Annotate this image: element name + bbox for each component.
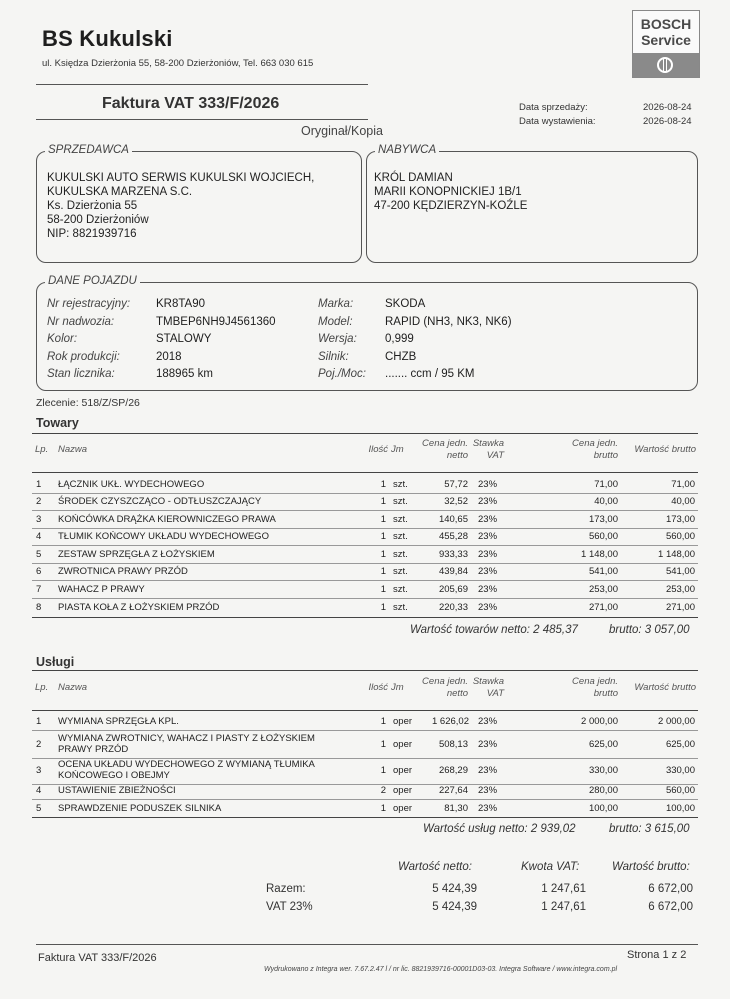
vehicle-value: 188965 km	[156, 368, 213, 380]
cell-net-price: 57,72	[444, 479, 468, 490]
cell-vat-rate: 23%	[478, 496, 498, 507]
cell-name-line: WAHACZ P PRAWY	[58, 584, 145, 595]
goods-top-line	[32, 433, 698, 434]
cell-name-line: ŚRODEK CZYSZCZĄCO - ODTŁUSZCZAJĄCY	[58, 496, 262, 507]
vehicle-key: Wersja:	[318, 333, 357, 345]
cell-name-line: TŁUMIK KOŃCOWY UKŁADU WYDECHOWEGO	[58, 531, 269, 542]
cell-vat-rate: 23%	[478, 479, 498, 490]
cell-unit: szt.	[393, 549, 408, 560]
table-row	[32, 733, 698, 757]
header-net-price: Cena jedn. netto	[422, 438, 468, 461]
vehicle-key: Silnik:	[318, 350, 349, 363]
issue-date-label: Data wystawienia:	[519, 116, 596, 127]
cell-qty: 1	[380, 479, 386, 490]
cell-vat-rate: 23%	[478, 803, 498, 814]
cell-name-line: KOŃCÓWKA DRĄŻKA KIEROWNICZEGO PRAWA	[58, 514, 276, 525]
header-vat-rate: Stawka VAT	[472, 438, 504, 461]
cell-gross-price: 330,00	[588, 765, 618, 776]
vehicle-value: 2018	[156, 350, 182, 363]
vehicle-value: KR8TA90	[156, 298, 206, 310]
cell-unit: oper	[393, 716, 413, 727]
vehicle-value: TMBEP6NH9J4561360	[156, 315, 276, 328]
vehicle-key: Nr nadwozia:	[47, 315, 115, 328]
table-row	[32, 759, 698, 783]
cell-gross-price: 271,00	[588, 602, 618, 613]
vehicle-key: Marka:	[318, 298, 354, 310]
vehicle-value: ....... ccm / 95 KM	[385, 368, 475, 380]
invoice-dates	[519, 101, 692, 129]
header-gross-value: Wartość brutto	[634, 682, 696, 693]
cell-name	[58, 584, 145, 595]
vehicle-left-keys	[47, 296, 130, 384]
cell-unit: oper	[393, 765, 413, 776]
cell-net-price: 1 626,02	[432, 716, 469, 727]
buyer-box-label: NABYWCA	[375, 144, 439, 156]
totals-header-net: Wartość netto:	[398, 861, 472, 873]
cell-vat-rate: 23%	[478, 765, 498, 776]
cell-gross-value: 560,00	[665, 785, 695, 796]
cell-gross-value: 560,00	[665, 531, 695, 542]
cell-name-line: WYMIANA SPRZĘGŁA KPL.	[58, 716, 179, 727]
seller-line: 58-200 Dzierżoniów	[47, 214, 149, 226]
seller-line: KUKULSKI AUTO SERWIS KUKULSKI WOJCIECH,	[47, 172, 315, 184]
cell-unit: oper	[393, 785, 413, 796]
totals-row-label: VAT 23%	[266, 901, 313, 913]
goods-summary-gross: brutto: 3 057,00	[609, 624, 690, 636]
bosch-service-logo	[632, 10, 700, 78]
cell-name	[58, 602, 219, 613]
cell-name-line: USTAWIENIE ZBIEŻNOŚCI	[58, 785, 176, 796]
services-bottom-line	[32, 817, 698, 818]
cell-lp: 8	[36, 602, 42, 613]
cell-name	[58, 531, 269, 542]
order-number: Zlecenie: 518/Z/SP/26	[36, 397, 140, 409]
cell-name	[58, 803, 221, 814]
cell-gross-price: 40,00	[594, 496, 618, 507]
header-qty: Ilość	[368, 682, 388, 693]
buyer-box	[366, 144, 698, 263]
row-divider	[32, 545, 698, 546]
cell-net-price: 140,65	[438, 514, 468, 525]
cell-qty: 2	[380, 785, 386, 796]
row-divider	[32, 528, 698, 529]
vehicle-box	[36, 275, 698, 391]
cell-qty: 1	[380, 602, 386, 613]
header-lp: Lp.	[35, 682, 49, 693]
seller-details	[47, 171, 314, 241]
cell-vat-rate: 23%	[478, 785, 498, 796]
company-name: BS Kukulski	[42, 26, 173, 51]
sale-date-label: Data sprzedaży:	[519, 102, 588, 113]
cell-unit: szt.	[393, 602, 408, 613]
row-divider	[32, 563, 698, 564]
cell-lp: 1	[36, 479, 42, 490]
cell-vat-rate: 23%	[478, 531, 498, 542]
totals-row-label: Razem:	[266, 883, 306, 895]
cell-gross-value: 173,00	[665, 514, 695, 525]
cell-name-line: PRAWY PRZÓD	[58, 744, 129, 755]
cell-qty: 1	[380, 531, 386, 542]
cell-gross-price: 71,00	[594, 479, 618, 490]
row-divider	[32, 730, 698, 731]
cell-lp: 5	[36, 549, 42, 560]
cell-gross-price: 1 148,00	[581, 549, 618, 560]
seller-line: NIP: 8821939716	[47, 228, 137, 240]
goods-summary-net: Wartość towarów netto: 2 485,37	[410, 624, 578, 636]
cell-vat-rate: 23%	[478, 514, 498, 525]
vehicle-key: Stan licznika:	[47, 368, 115, 380]
cell-unit: szt.	[393, 514, 408, 525]
totals-row-gross: 6 672,00	[648, 901, 693, 913]
vehicle-value: 0,999	[385, 333, 414, 345]
cell-vat-rate: 23%	[478, 566, 498, 577]
bosch-armature-icon	[657, 57, 673, 73]
seller-line: KUKULSKA MARZENA S.C.	[47, 186, 193, 198]
row-divider	[32, 510, 698, 511]
cell-qty: 1	[380, 739, 386, 750]
sale-date-value: 2026-08-24	[643, 102, 692, 113]
cell-name-line: ZWROTNICA PRAWY PRZÓD	[58, 566, 188, 577]
cell-lp: 7	[36, 584, 42, 595]
cell-gross-value: 71,00	[671, 479, 695, 490]
cell-gross-value: 271,00	[665, 602, 695, 613]
header-unit: Jm	[391, 682, 404, 693]
cell-unit: szt.	[393, 496, 408, 507]
cell-name-line: ZESTAW SPRZĘGŁA Z ŁOŻYSKIEM	[58, 549, 215, 560]
cell-name	[58, 759, 315, 781]
cell-qty: 1	[380, 496, 386, 507]
cell-lp: 1	[36, 716, 42, 727]
vehicle-key: Model:	[318, 315, 353, 328]
cell-unit: oper	[393, 803, 413, 814]
cell-vat-rate: 23%	[478, 584, 498, 595]
cell-unit: szt.	[393, 479, 408, 490]
header-vat-rate: Stawka VAT	[472, 676, 504, 699]
vehicle-left-values	[156, 296, 276, 384]
cell-lp: 3	[36, 765, 42, 776]
cell-gross-value: 253,00	[665, 584, 695, 595]
cell-unit: szt.	[393, 584, 408, 595]
footer-page-number: Strona 1 z 2	[627, 949, 687, 961]
cell-gross-price: 541,00	[588, 566, 618, 577]
vehicle-value: CHZB	[385, 350, 417, 363]
logo-text-line1: BOSCH	[640, 16, 692, 32]
cell-gross-value: 625,00	[665, 739, 695, 750]
services-top-line	[32, 670, 698, 671]
vehicle-key: Poj./Moc:	[318, 368, 366, 380]
totals-row-net: 5 424,39	[432, 883, 477, 895]
services-summary-gross: brutto: 3 615,00	[609, 823, 690, 835]
cell-name-line: SPRAWDZENIE PODUSZEK SILNIKA	[58, 803, 222, 814]
totals-row-vat: 1 247,61	[541, 901, 586, 913]
cell-qty: 1	[380, 716, 386, 727]
services-summary-net: Wartość usług netto: 2 939,02	[423, 823, 576, 835]
cell-name-line: ŁĄCZNIK UKŁ. WYDECHOWEGO	[58, 479, 205, 490]
totals-row-net: 5 424,39	[432, 901, 477, 913]
cell-unit: oper	[393, 739, 413, 750]
cell-gross-price: 2 000,00	[581, 716, 618, 727]
seller-box	[36, 144, 362, 263]
header-divider	[36, 84, 368, 85]
logo-text-line2: Service	[641, 32, 691, 48]
cell-name	[58, 514, 276, 525]
cell-lp: 2	[36, 496, 42, 507]
footer-invoice-number: Faktura VAT 333/F/2026	[38, 952, 157, 964]
vehicle-right-keys	[318, 296, 366, 384]
cell-name-line: OCENA UKŁADU WYDECHOWEGO Z WYMIANĄ TŁUMIKA	[58, 759, 315, 770]
cell-qty: 1	[380, 566, 386, 577]
row-divider	[32, 799, 698, 800]
vehicle-value: STALOWY	[156, 333, 212, 345]
cell-qty: 1	[380, 803, 386, 814]
cell-gross-value: 1 148,00	[658, 549, 695, 560]
issue-date-value: 2026-08-24	[643, 116, 692, 127]
row-divider	[32, 598, 698, 599]
buyer-line: MARII KONOPNICKIEJ 1B/1	[374, 186, 522, 198]
vehicle-key: Kolor:	[47, 333, 78, 345]
cell-vat-rate: 23%	[478, 549, 498, 560]
cell-net-price: 933,33	[438, 549, 468, 560]
cell-gross-price: 173,00	[588, 514, 618, 525]
cell-gross-price: 560,00	[588, 531, 618, 542]
cell-qty: 1	[380, 765, 386, 776]
goods-header-line	[32, 472, 698, 473]
vehicle-value: SKODA	[385, 298, 426, 310]
buyer-details	[374, 171, 527, 213]
totals-header-gross: Wartość brutto:	[612, 861, 690, 873]
vehicle-value: RAPID (NH3, NK3, NK6)	[385, 315, 512, 328]
buyer-line: 47-200 KĘDZIERZYN-KOŹLE	[374, 200, 528, 212]
header-gross-price: Cena jedn. brutto	[572, 676, 618, 699]
cell-gross-value: 330,00	[665, 765, 695, 776]
row-divider	[32, 493, 698, 494]
cell-name-line: PIASTA KOŁA Z ŁOŻYSKIEM PRZÓD	[58, 602, 220, 613]
goods-bottom-line	[32, 617, 698, 618]
vehicle-key: Nr rejestracyjny:	[47, 298, 131, 310]
cell-vat-rate: 23%	[478, 716, 498, 727]
cell-gross-price: 280,00	[588, 785, 618, 796]
header-unit: Jm	[391, 444, 404, 455]
vehicle-right-values	[385, 296, 512, 384]
cell-vat-rate: 23%	[478, 739, 498, 750]
buyer-line: KRÓL DAMIAN	[374, 172, 453, 184]
cell-name	[58, 716, 179, 727]
header-name: Nazwa	[58, 444, 88, 455]
totals-row-gross: 6 672,00	[648, 883, 693, 895]
cell-net-price: 508,13	[438, 739, 468, 750]
cell-gross-value: 541,00	[665, 566, 695, 577]
cell-lp: 4	[36, 785, 42, 796]
cell-net-price: 205,69	[438, 584, 468, 595]
seller-line: Ks. Dzierżonia 55	[47, 200, 138, 212]
header-name: Nazwa	[58, 682, 88, 693]
cell-net-price: 455,28	[438, 531, 468, 542]
totals-row-vat: 1 247,61	[541, 883, 586, 895]
header-gross-price: Cena jedn. brutto	[572, 438, 618, 461]
cell-qty: 1	[380, 549, 386, 560]
footer-printed-info: Wydrukowano z Integra wer. 7.67.2.47 l / nr lic. 8821939716-00001D03-03. Integra Software / www.integra.com.pl	[264, 966, 618, 973]
cell-name	[58, 496, 261, 507]
seller-box-label: SPRZEDAWCA	[45, 144, 132, 156]
vehicle-key: Rok produkcji:	[47, 350, 120, 363]
cell-net-price: 220,33	[438, 602, 468, 613]
cell-gross-price: 100,00	[588, 803, 618, 814]
cell-qty: 1	[380, 584, 386, 595]
cell-net-price: 227,64	[438, 785, 468, 796]
header-gross-value: Wartość brutto	[634, 444, 696, 455]
cell-lp: 2	[36, 739, 42, 750]
company-address: ul. Księdza Dzierżonia 55, 58-200 Dzierżoniów, Tel. 663 030 615	[42, 58, 314, 69]
copy-label: Oryginał/Kopia	[301, 124, 383, 138]
cell-gross-price: 625,00	[588, 739, 618, 750]
cell-name-line: WYMIANA ZWROTNICY, WAHACZ I PIASTY Z ŁOŻYSKIEM	[58, 733, 315, 744]
services-header-line	[32, 710, 698, 711]
cell-name	[58, 785, 176, 796]
invoice-title: Faktura VAT 333/F/2026	[102, 95, 280, 112]
cell-lp: 4	[36, 531, 42, 542]
cell-lp: 3	[36, 514, 42, 525]
cell-gross-value: 2 000,00	[658, 716, 695, 727]
cell-unit: szt.	[393, 566, 408, 577]
cell-name	[58, 549, 215, 560]
header-lp: Lp.	[35, 444, 49, 455]
totals-header-vat: Kwota VAT:	[521, 861, 580, 873]
cell-vat-rate: 23%	[478, 602, 498, 613]
cell-net-price: 81,30	[444, 803, 468, 814]
cell-net-price: 439,84	[438, 566, 468, 577]
cell-gross-price: 253,00	[588, 584, 618, 595]
cell-net-price: 268,29	[438, 765, 468, 776]
cell-unit: szt.	[393, 531, 408, 542]
cell-gross-value: 100,00	[665, 803, 695, 814]
cell-lp: 5	[36, 803, 42, 814]
cell-name-line: KOŃCOWEGO I OBEJMY	[58, 770, 170, 781]
footer-divider	[36, 944, 698, 945]
vehicle-box-label: DANE POJAZDU	[45, 275, 140, 287]
cell-qty: 1	[380, 514, 386, 525]
services-section-title: Usługi	[36, 655, 75, 669]
cell-net-price: 32,52	[444, 496, 468, 507]
cell-name	[58, 479, 204, 490]
goods-section-title: Towary	[36, 416, 79, 430]
cell-gross-value: 40,00	[671, 496, 695, 507]
cell-name	[58, 566, 188, 577]
title-divider	[36, 119, 368, 120]
cell-lp: 6	[36, 566, 42, 577]
header-qty: Ilość	[368, 444, 388, 455]
row-divider	[32, 580, 698, 581]
cell-name	[58, 733, 315, 755]
header-net-price: Cena jedn. netto	[422, 676, 468, 699]
